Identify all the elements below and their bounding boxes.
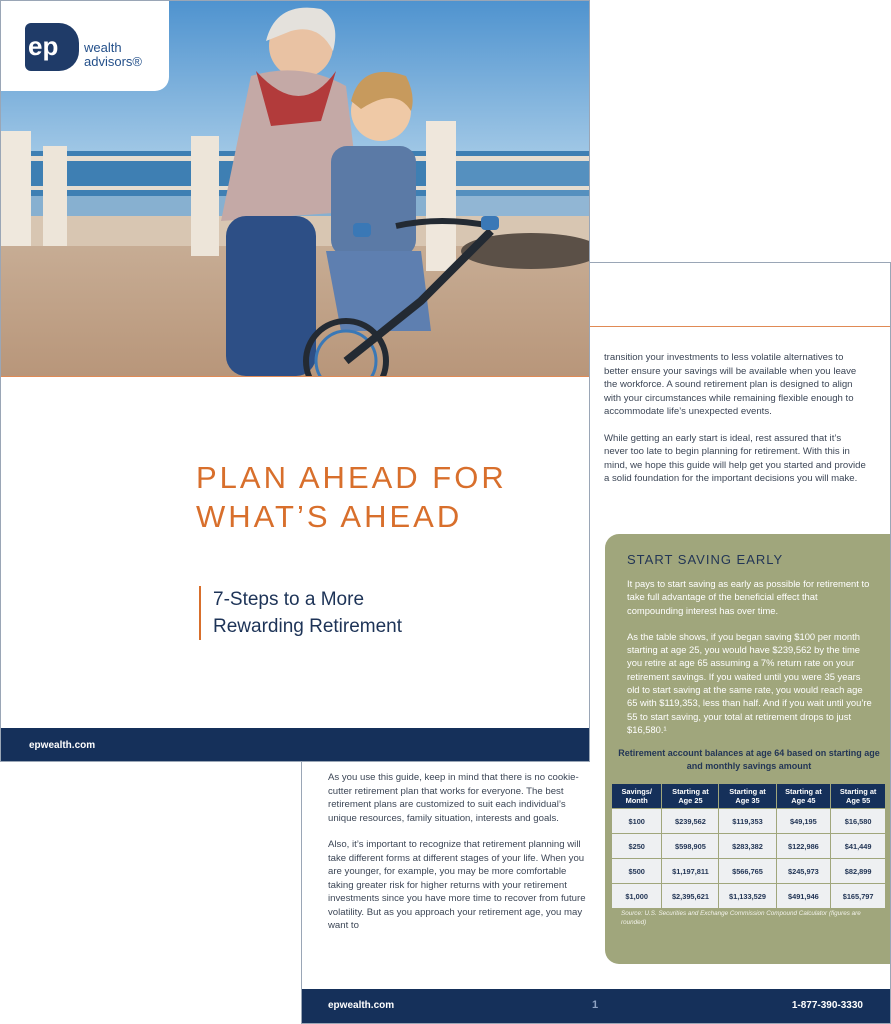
savings-table [611, 783, 886, 909]
right-column-text [604, 351, 866, 499]
table-source-note: Source: U.S. Securities and Exchange Commission Compound Calculator (figures are rounded) [621, 910, 861, 926]
table-cell: $245,973 [776, 859, 831, 884]
logo-wealth-text: wealth [84, 40, 122, 55]
subtitle-line: 7-Steps to a More [213, 589, 365, 610]
body-paragraph: While getting an early start is ideal, rest assured that it’s never too late to begin planning for retirement. With this in mind, we hope this guide will help get you started and provide a solid foundation for the important decisions you will make. [604, 432, 866, 484]
table-cell: $566,765 [719, 859, 776, 884]
cover-subtitle [199, 586, 402, 640]
logo-wordmark [84, 41, 142, 69]
back-footer-bar [302, 989, 890, 1023]
callout-text [627, 577, 872, 749]
footer-website-link[interactable]: epwealth.com [328, 1000, 395, 1011]
callout-title: START SAVING EARLY [627, 552, 784, 567]
table-cell: $16,580 [831, 809, 886, 834]
table-cell: $250 [612, 834, 662, 859]
callout-paragraph: It pays to start saving as early as possible for retirement to take full advantage of the beneficial effect that compounding interest has over time. [627, 578, 870, 616]
body-paragraph: transition your investments to less volatile alternatives to better ensure your savings will be available when you leave the workforce. A sound retirement plan is designed to align with your circumstances while remaining flexible enough to accommodate life’s unexpected events. [604, 352, 857, 417]
table-row [612, 834, 886, 859]
start-saving-callout [605, 534, 891, 964]
table-cell: $1,133,529 [719, 884, 776, 909]
table-cell: $82,899 [831, 859, 886, 884]
table-cell: $1,000 [612, 884, 662, 909]
left-column-text [328, 771, 588, 946]
body-paragraph: Also, it’s important to recognize that retirement planning will take different forms at different stages of your life. When you are younger, for example, you may be more comfortable taking greater risk for higher returns with your retirement investments since you have more time to recover from future volatility. But as you approach your retirement age, you may want to [328, 839, 586, 931]
table-cell: $119,353 [719, 809, 776, 834]
table-header-row [612, 784, 886, 809]
table-caption: Retirement account balances at age 64 based on starting age and monthly savings amount [618, 748, 880, 771]
table-cell: $239,562 [662, 809, 719, 834]
column-header: Starting at Age 25 [662, 784, 719, 809]
headline-line: PLAN AHEAD FOR [196, 460, 507, 495]
body-paragraph: As you use this guide, keep in mind that there is no cookie-cutter retirement plan that works for everyone. The best retirement plans are customized to suit each individual’s unique resources, family situation, interests and goals. [328, 772, 579, 824]
table-row [612, 809, 886, 834]
table-cell: $122,986 [776, 834, 831, 859]
cover-website-link[interactable]: epwealth.com [29, 740, 96, 751]
table-cell: $49,195 [776, 809, 831, 834]
table-row [612, 859, 886, 884]
brochure-cover-page [0, 0, 590, 762]
callout-paragraph: As the table shows, if you began saving $100 per month starting at age 25, you would have $239,562 by the time you retire at age 65 assuming a 7% return rate on your retirement savings. If you waited until you were 35 years old to start saving at the same rate, you would reach age 65 with $119,353, less than half. And if you wait until you’re 55 to start saving, your total at retirement drops to just $16,580.¹ [627, 630, 872, 735]
logo-advisors-text: advisors® [84, 54, 142, 69]
headline-line: WHAT’S AHEAD [196, 499, 463, 534]
ep-logo-mark: ep [25, 23, 79, 71]
table-cell: $2,395,621 [662, 884, 719, 909]
table-cell: $500 [612, 859, 662, 884]
page-number: 1 [592, 999, 599, 1011]
table-cell: $165,797 [831, 884, 886, 909]
column-header: Starting at Age 35 [719, 784, 776, 809]
subtitle-line: Rewarding Retirement [213, 616, 403, 637]
table-cell: $598,905 [662, 834, 719, 859]
table-cell: $1,197,811 [662, 859, 719, 884]
column-header: Starting at Age 55 [831, 784, 886, 809]
footer-phone: 1-877-390-3330 [791, 1000, 863, 1011]
table-cell: $41,449 [831, 834, 886, 859]
table-cell: $491,946 [776, 884, 831, 909]
cover-headline [196, 458, 507, 536]
table-cell: $100 [612, 809, 662, 834]
cover-footer-bar [1, 728, 589, 762]
table-row [612, 884, 886, 909]
column-header: Starting at Age 45 [776, 784, 831, 809]
table-cell: $283,382 [719, 834, 776, 859]
ep-wealth-logo [1, 1, 169, 91]
column-header: Savings/ Month [612, 784, 662, 809]
orange-divider [1, 376, 589, 377]
